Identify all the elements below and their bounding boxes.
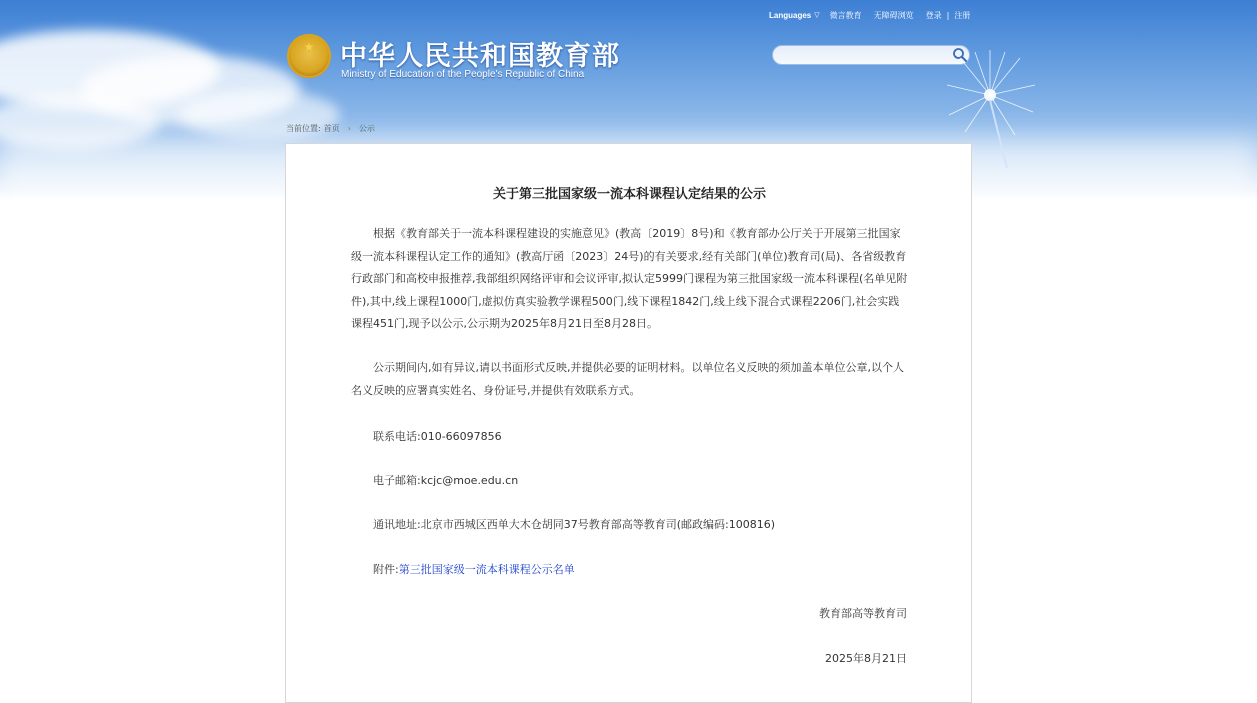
- languages-menu[interactable]: Languages: [769, 10, 812, 20]
- attachment-link[interactable]: 第三批国家级一流本科课程公示名单: [398, 563, 575, 576]
- site-subtitle: Ministry of Education of the People's Republic of China: [341, 69, 585, 80]
- star-icon: ★: [303, 40, 315, 54]
- login-link[interactable]: 登录: [925, 10, 942, 20]
- article-paragraph: 公示期间内,如有异议,请以书面形式反映,并提供必要的证明材料。以单位名义反映的须加盖本单位公章,以个人名义反映的应署真实姓名、身份证号,并提供有效联系方式。: [351, 361, 904, 397]
- signature-date: 2025年8月21日: [825, 652, 907, 665]
- accessibility-link[interactable]: 无障碍浏览: [873, 10, 914, 20]
- attachment-label: 附件:: [373, 563, 399, 576]
- article-paragraph: 根据《教育部关于一流本科课程建设的实施意见》(教高〔2019〕8号)和《教育部办公厅关于开展第三批国家级一流本科课程认定工作的通知》(教高厅函〔2023〕24号)的有关要求,经有关部门(单位)教育司(局)、各省级教育行政部门和高校申报推荐,我部组织网络评审和会议评审,拟认定5999门课程为第三批国家级一流本科课程(名单见附件),其中,线上课程1000门,虚拟仿真实验教学课程500门,线下课程1842门,线上线下混合式课程2206门,社会实践课程451门,现予以公示,公示期为2025年8月21日至8月28日。: [351, 227, 908, 330]
- contact-phone: 联系电话:010-66097856: [373, 430, 502, 443]
- weibo-link[interactable]: 微言教育: [829, 10, 862, 20]
- attachment-line: [373, 561, 575, 577]
- nav-separator: |: [946, 10, 950, 20]
- top-nav: [769, 9, 970, 21]
- site-title: 中华人民共和国教育部: [340, 41, 620, 72]
- chevron-down-icon[interactable]: ▽: [814, 11, 820, 19]
- breadcrumb-separator: ›: [347, 124, 351, 133]
- breadcrumb-prefix: 当前位置:: [286, 124, 321, 133]
- signature-org: 教育部高等教育司: [819, 607, 907, 620]
- breadcrumb: [286, 123, 375, 134]
- contact-email: 电子邮箱:kcjc@moe.edu.cn: [373, 474, 519, 487]
- register-link[interactable]: 注册: [954, 10, 971, 20]
- breadcrumb-home-link[interactable]: 首页: [323, 124, 340, 133]
- article-title: 关于第三批国家级一流本科课程认定结果的公示: [492, 187, 766, 202]
- breadcrumb-current[interactable]: 公示: [358, 124, 375, 133]
- contact-address: 通讯地址:北京市西城区西单大木仓胡同37号教育部高等教育司(邮政编码:100816): [373, 518, 775, 531]
- article-panel: [285, 143, 972, 703]
